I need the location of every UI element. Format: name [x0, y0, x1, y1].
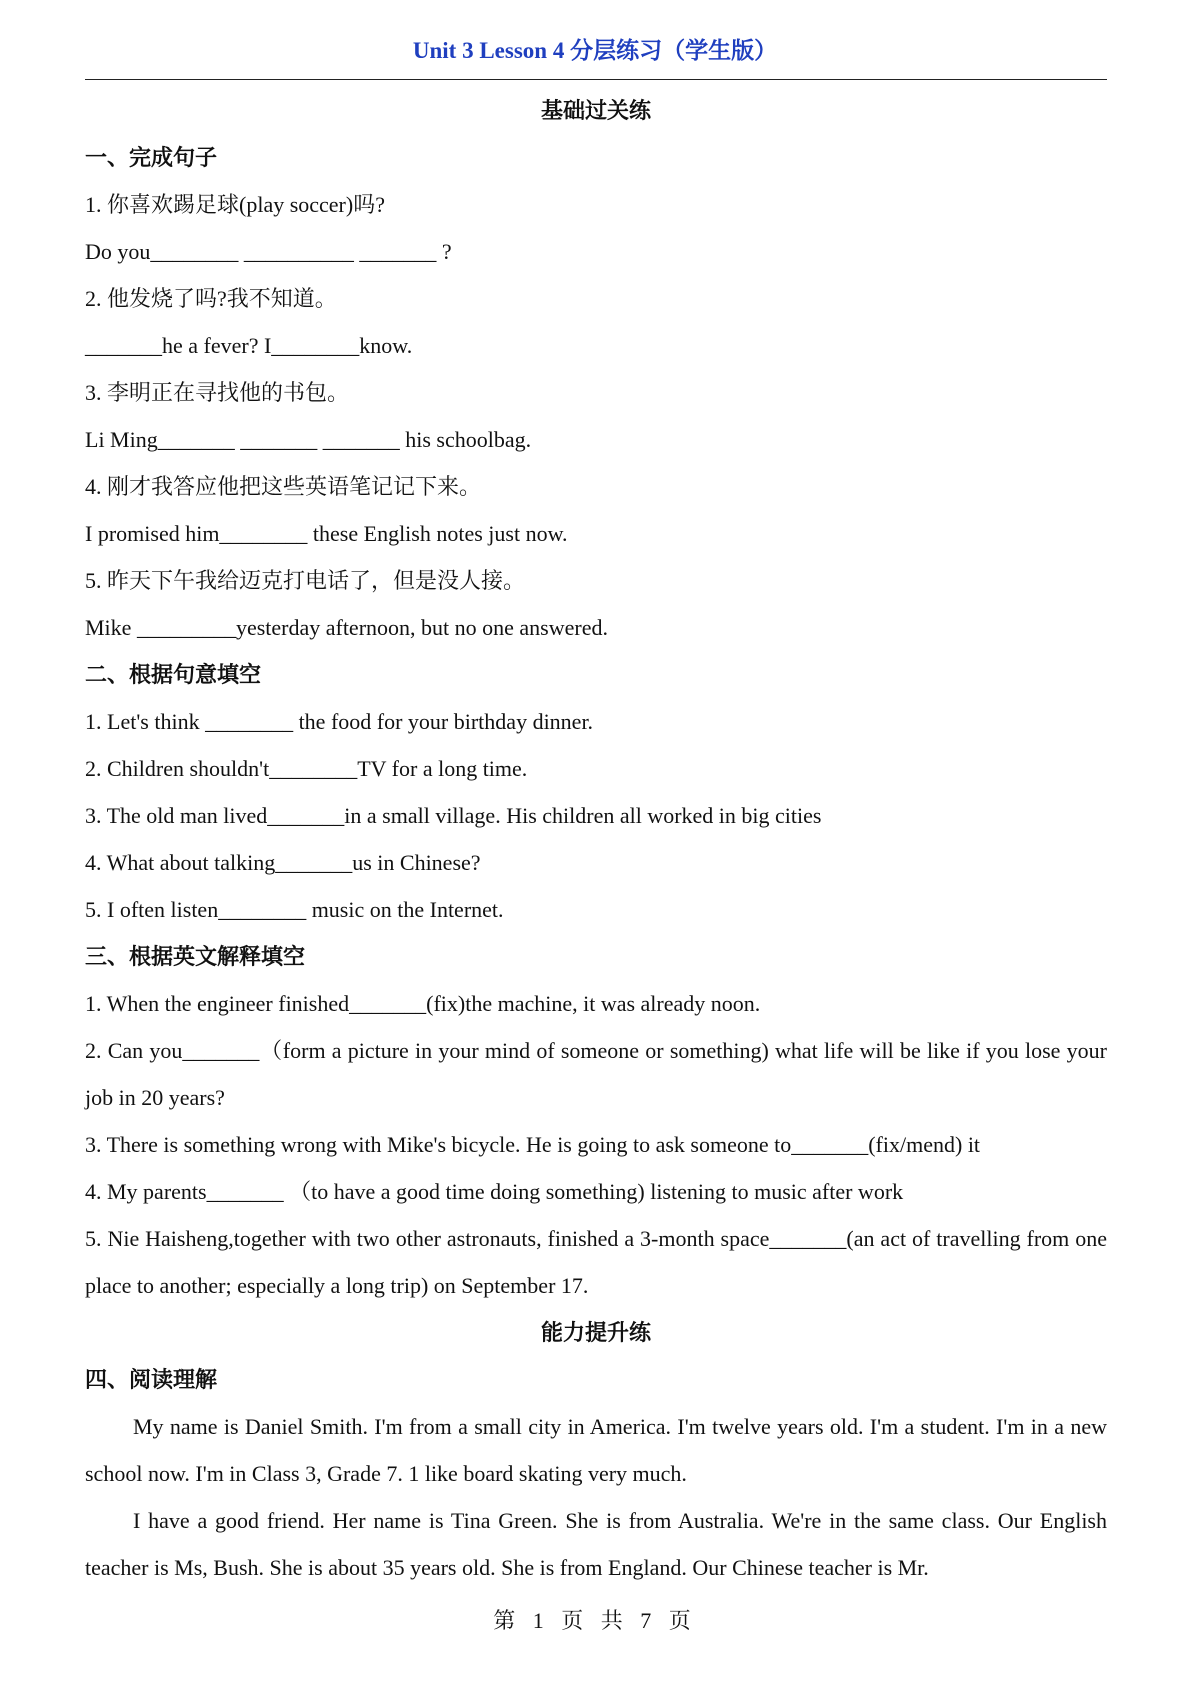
advanced-practice-heading: 能力提升练 — [540, 1320, 651, 1345]
s3-item: 3. There is something wrong with Mike's bicycle. He is going to ask someone to_______(fix/mend) it — [85, 1132, 981, 1157]
section-1-title: 一、完成句子 — [85, 145, 218, 170]
reading-paragraph: I have a good friend. Her name is Tina Green. She is from Australia. We're in the same class. Our English teacher is Ms, Bush. She is about 35 years old. She is from England. Our Chinese teacher is Mr. — [85, 1508, 1107, 1580]
s3-item: 1. When the engineer finished_______(fix)the machine, it was already noon. — [85, 991, 761, 1016]
page-number: 第 1 页 共 7 页 — [493, 1608, 697, 1633]
s1-line: 4. 刚才我答应他把这些英语笔记记下来。 — [85, 474, 482, 499]
s2-line: 1. Let's think ________ the food for your birthday dinner. — [85, 709, 594, 734]
s1-line: 2. 他发烧了吗?我不知道。 — [85, 286, 337, 311]
s3-item: 2. Can you_______（form a picture in your mind of someone or something) what life will be like if you lose your job in 20 years? — [85, 1038, 1107, 1110]
s3-item: 4. My parents_______ （to have a good time doing something) listening to music after work — [85, 1179, 904, 1204]
s1-line: Do you________ __________ _______ ? — [85, 239, 452, 264]
s2-line: 2. Children shouldn't________TV for a long time. — [85, 756, 528, 781]
s1-line: 5. 昨天下午我给迈克打电话了，但是没人接。 — [85, 568, 526, 593]
s1-line: 3. 李明正在寻找他的书包。 — [85, 380, 350, 405]
section-2-title: 二、根据句意填空 — [85, 662, 262, 687]
s2-line: 4. What about talking_______us in Chinese? — [85, 850, 481, 875]
s3-item: 5. Nie Haisheng,together with two other astronauts, finished a 3-month space_______(an act of travelling from one place to another; especially a long trip) on September 17. — [85, 1226, 1107, 1298]
worksheet-content — [85, 87, 1107, 1591]
s1-line: I promised him________ these English notes just now. — [85, 521, 568, 546]
s1-line: _______he a fever? I________know. — [85, 333, 413, 358]
basic-practice-heading: 基础过关练 — [540, 98, 651, 123]
s1-line: Mike _________yesterday afternoon, but no one answered. — [85, 615, 608, 640]
s2-line: 5. I often listen________ music on the Internet. — [85, 897, 504, 922]
s1-line: 1. 你喜欢踢足球(play soccer)吗? — [85, 192, 385, 217]
section-4-title: 四、阅读理解 — [85, 1367, 218, 1392]
s2-line: 3. The old man lived_______in a small village. His children all worked in big cities — [85, 803, 822, 828]
s1-line: Li Ming_______ _______ _______ his schoolbag. — [85, 427, 532, 452]
section-3-title: 三、根据英文解释填空 — [85, 944, 306, 969]
header-divider — [85, 79, 1107, 80]
reading-paragraph: My name is Daniel Smith. I'm from a small city in America. I'm twelve years old. I'm a student. I'm in a new school now. I'm in Class 3, Grade 7. 1 like board skating very much. — [85, 1414, 1107, 1486]
document-title: Unit 3 Lesson 4 分层练习（学生版） — [412, 38, 778, 63]
